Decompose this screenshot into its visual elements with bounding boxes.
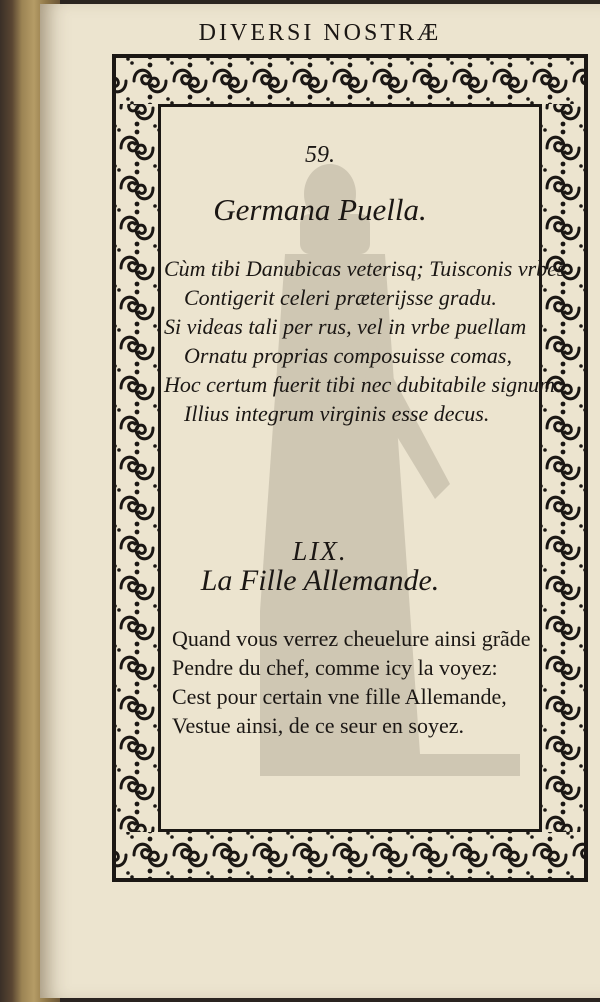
french-title: La Fille Allemande. — [200, 564, 440, 597]
verse-line: Quand vous verrez cheuelure ainsi grãde — [172, 626, 531, 651]
verse-line: Ornatu proprias composuisse comas, — [184, 343, 512, 368]
verse-line: Pendre du chef, comme icy la voyez: — [172, 655, 498, 680]
verse-line: Illius integrum virginis esse decus. — [184, 401, 490, 426]
verse-line: Hoc certum fuerit tibi nec dubitabile signum — [164, 372, 556, 397]
page-number: 59. — [305, 142, 335, 168]
verse-line: Cest pour certain vne fille Allemande, — [172, 684, 507, 709]
verse-line: Cùm tibi Danubicas veterisq; Tuisconis vrbes — [164, 256, 566, 281]
border-bottom-band — [116, 829, 584, 878]
running-head: DIVERSI NOSTRÆ — [198, 20, 442, 46]
roman-numeral: LIX. — [292, 536, 348, 566]
verse-line: Contigerit celeri præterijsse gradu. — [184, 285, 497, 310]
book-page — [40, 4, 600, 998]
latin-title: Germana Puella. — [213, 192, 427, 227]
verse-line: Vestue ainsi, de ce seur en soyez. — [172, 713, 465, 738]
border-top-band — [116, 58, 584, 107]
french-verse — [172, 624, 531, 740]
verse-line: Si videas tali per rus, vel in vrbe puellam — [164, 314, 527, 339]
latin-verse — [164, 254, 565, 428]
